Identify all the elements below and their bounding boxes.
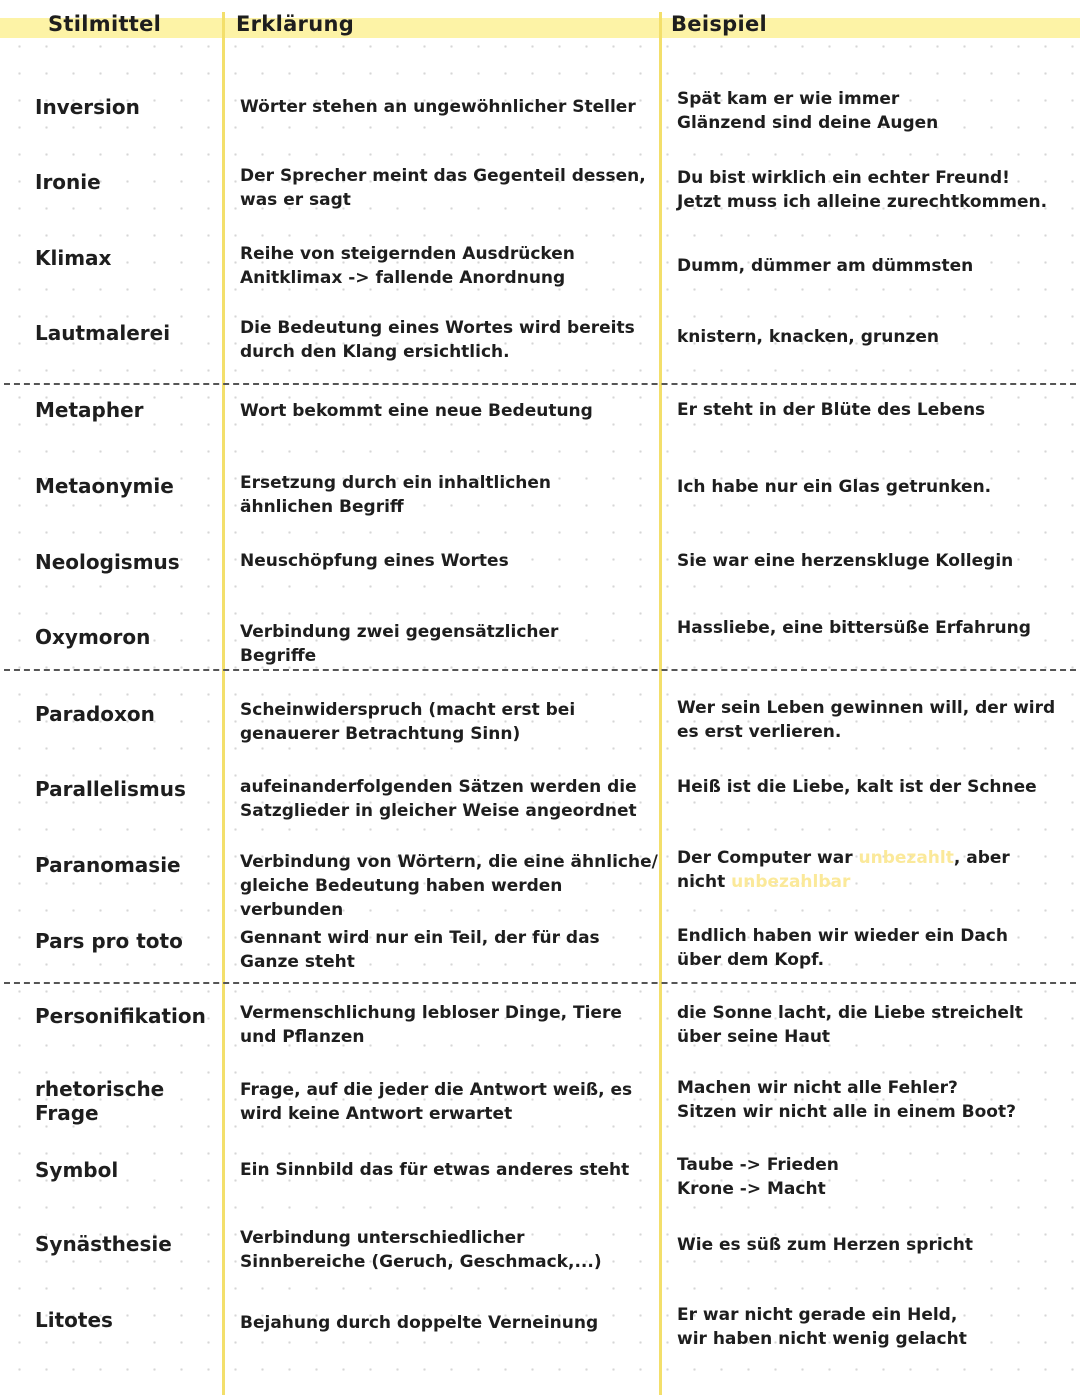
example-metaonymie: Ich habe nur ein Glas getrunken. bbox=[677, 477, 992, 497]
example-text: , aber bbox=[953, 848, 1010, 868]
term-oxymoron: Oxymoron bbox=[35, 625, 151, 649]
example-ironie: Du bist wirklich ein echter Freund! Jetzt muss ich alleine zurechtkommen. bbox=[677, 168, 1048, 212]
term-ironie: Ironie bbox=[35, 170, 101, 194]
example-inversion: Spät kam er wie immer Glänzend sind deine Augen bbox=[677, 89, 939, 133]
term-paradoxon: Paradoxon bbox=[35, 702, 155, 726]
example-text: nicht bbox=[677, 872, 732, 892]
term-symbol: Symbol bbox=[35, 1158, 119, 1182]
term-lautmalerei: Lautmalerei bbox=[35, 321, 171, 345]
explanation-pars-pro-toto: Gennant wird nur ein Teil, der für das Ganze steht bbox=[240, 928, 600, 972]
explanation-metaonymie: Ersetzung durch ein inhaltlichen ähnlichen Begriff bbox=[240, 473, 552, 517]
explanation-litotes: Bejahung durch doppelte Verneinung bbox=[240, 1313, 599, 1333]
section-divider bbox=[4, 669, 1076, 671]
term-personifikation: Personifikation bbox=[35, 1004, 206, 1028]
section-divider bbox=[4, 982, 1076, 984]
example-neologismus: Sie war eine herzenskluge Kollegin bbox=[677, 551, 1014, 571]
column-divider-left bbox=[222, 12, 225, 1395]
explanation-ironie: Der Sprecher meint das Gegenteil dessen, was er sagt bbox=[240, 166, 646, 210]
term-pars-pro-toto: Pars pro toto bbox=[35, 929, 183, 953]
explanation-paranomasie: Verbindung von Wörtern, die eine ähnliche/ gleiche Bedeutung haben werden verbunden bbox=[240, 852, 658, 920]
explanation-klimax: Reihe von steigernden Ausdrücken Anitklimax -> fallende Anordnung bbox=[240, 244, 575, 288]
highlighted-word: unbezahlbar bbox=[731, 872, 851, 892]
explanation-inversion: Wörter stehen an ungewöhnlicher Steller bbox=[240, 97, 636, 117]
example-synaesthesie: Wie es süß zum Herzen spricht bbox=[677, 1235, 973, 1255]
term-metaonymie: Metaonymie bbox=[35, 474, 174, 498]
example-parallelismus: Heiß ist die Liebe, kalt ist der Schnee bbox=[677, 777, 1037, 797]
header-beispiel: Beispiel bbox=[671, 12, 768, 36]
example-paradoxon: Wer sein Leben gewinnen will, der wird es erst verlieren. bbox=[677, 698, 1056, 742]
explanation-paradoxon: Scheinwiderspruch (macht erst bei genauerer Betrachtung Sinn) bbox=[240, 700, 576, 744]
section-divider bbox=[4, 383, 1076, 385]
example-oxymoron: Hassliebe, eine bittersüße Erfahrung bbox=[677, 618, 1031, 638]
header-erklaerung: Erklärung bbox=[236, 12, 355, 36]
term-synaesthesie: Synästhesie bbox=[35, 1232, 172, 1256]
term-metapher: Metapher bbox=[35, 398, 144, 422]
example-metapher: Er steht in der Blüte des Lebens bbox=[677, 400, 986, 420]
explanation-synaesthesie: Verbindung unterschiedlicher Sinnbereiche (Geruch, Geschmack,...) bbox=[240, 1228, 602, 1272]
header-stilmittel: Stilmittel bbox=[48, 12, 162, 36]
term-paranomasie: Paranomasie bbox=[35, 853, 181, 877]
term-klimax: Klimax bbox=[35, 246, 112, 270]
example-pars-pro-toto: Endlich haben wir wieder ein Dach über dem Kopf. bbox=[677, 926, 1008, 970]
explanation-personifikation: Vermenschlichung lebloser Dinge, Tiere und Pflanzen bbox=[240, 1003, 622, 1047]
example-symbol: Taube -> Frieden Krone -> Macht bbox=[677, 1155, 839, 1199]
term-parallelismus: Parallelismus bbox=[35, 777, 186, 801]
term-inversion: Inversion bbox=[35, 95, 140, 119]
explanation-oxymoron: Verbindung zwei gegensätzlicher Begriffe bbox=[240, 622, 559, 666]
term-neologismus: Neologismus bbox=[35, 550, 180, 574]
header-highlight bbox=[0, 18, 1080, 38]
explanation-neologismus: Neuschöpfung eines Wortes bbox=[240, 551, 509, 571]
explanation-rhetorische-frage: Frage, auf die jeder die Antwort weiß, es wird keine Antwort erwartet bbox=[240, 1080, 633, 1124]
example-text: Der Computer war bbox=[677, 848, 859, 868]
example-lautmalerei: knistern, knacken, grunzen bbox=[677, 327, 939, 347]
explanation-symbol: Ein Sinnbild das für etwas anderes steht bbox=[240, 1160, 630, 1180]
example-klimax: Dumm, dümmer am dümmsten bbox=[677, 256, 974, 276]
example-litotes: Er war nicht gerade ein Held, wir haben nicht wenig gelacht bbox=[677, 1305, 967, 1349]
explanation-parallelismus: aufeinanderfolgenden Sätzen werden die Satzglieder in gleicher Weise angeordnet bbox=[240, 777, 637, 821]
example-paranomasie bbox=[677, 846, 1072, 894]
explanation-lautmalerei: Die Bedeutung eines Wortes wird bereits durch den Klang ersichtlich. bbox=[240, 318, 635, 362]
example-rhetorische-frage: Machen wir nicht alle Fehler? Sitzen wir nicht alle in einem Boot? bbox=[677, 1078, 1016, 1122]
explanation-metapher: Wort bekommt eine neue Bedeutung bbox=[240, 401, 593, 421]
highlighted-word: unbezahlt bbox=[858, 848, 954, 868]
term-rhetorische-frage: rhetorische Frage bbox=[35, 1077, 165, 1125]
example-personifikation: die Sonne lacht, die Liebe streichelt über seine Haut bbox=[677, 1003, 1023, 1047]
term-litotes: Litotes bbox=[35, 1308, 113, 1332]
